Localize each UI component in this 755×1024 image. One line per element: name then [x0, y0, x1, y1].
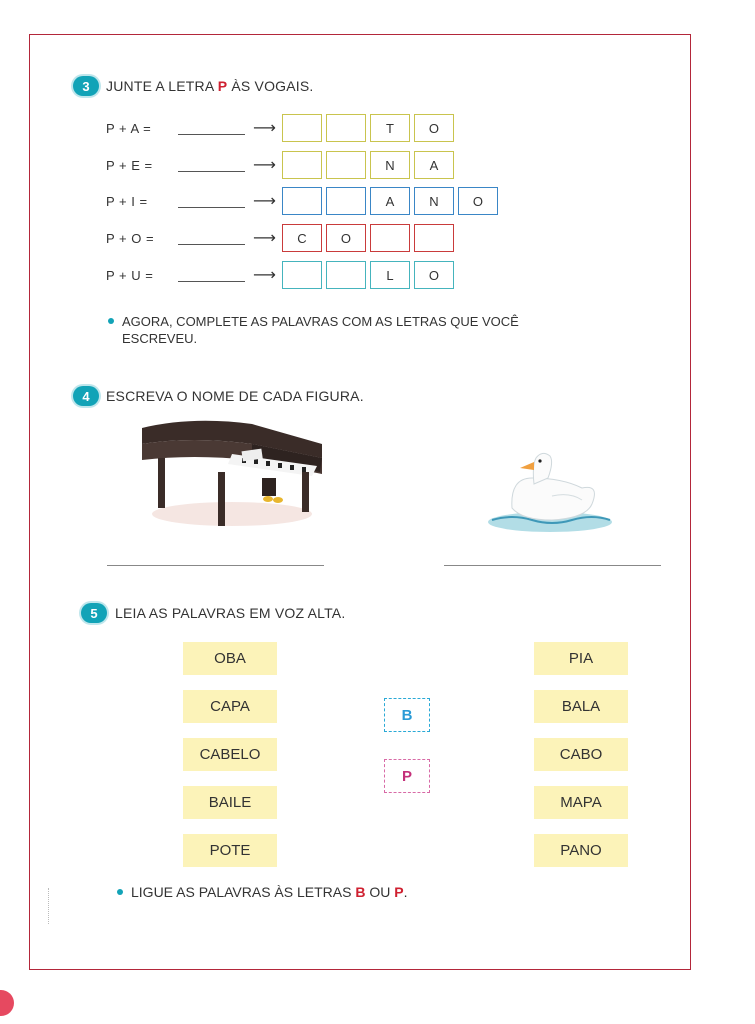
left-word-box[interactable]: CABELO — [183, 738, 277, 771]
left-word-box[interactable]: BAILE — [183, 786, 277, 819]
q3-bullet-instruction — [108, 313, 519, 347]
empty-letter-box[interactable] — [326, 114, 366, 142]
letter-p-box[interactable]: P — [384, 759, 430, 793]
q3-instruction-post: ÀS VOGAIS. — [227, 78, 314, 94]
syllable-label: P + O = — [106, 230, 155, 246]
syllable-row — [106, 186, 502, 216]
page-corner-marker — [0, 990, 14, 1016]
arrow-right-icon: ⟶ — [253, 120, 276, 137]
q5-bullet-post: . — [403, 884, 408, 900]
question-5-number: 5 — [81, 603, 107, 623]
arrow-right-icon: ⟶ — [253, 193, 276, 210]
syllable-row — [106, 113, 458, 143]
answer-line-piano[interactable] — [107, 565, 324, 566]
q3-instruction-letter: P — [217, 78, 228, 94]
syllable-row — [106, 150, 458, 180]
empty-letter-box[interactable] — [282, 114, 322, 142]
letter-box: N — [414, 187, 454, 215]
syllable-answer-line[interactable] — [178, 281, 245, 282]
question-3-instruction — [106, 78, 314, 94]
q5-bullet-b: B — [355, 884, 366, 900]
syllable-row — [106, 260, 458, 290]
question-4-instruction: ESCREVA O NOME DE CADA FIGURA. — [106, 388, 364, 404]
letter-box: O — [414, 114, 454, 142]
right-word-box[interactable]: PIA — [534, 642, 628, 675]
right-word-box[interactable]: MAPA — [534, 786, 628, 819]
q3-bullet-line2: ESCREVEU. — [122, 331, 198, 346]
syllable-label: P + E = — [106, 157, 153, 173]
arrow-right-icon: ⟶ — [253, 157, 276, 174]
bullet-icon — [117, 889, 123, 895]
left-word-box[interactable]: OBA — [183, 642, 277, 675]
letter-box: T — [370, 114, 410, 142]
letter-box: A — [414, 151, 454, 179]
syllable-answer-line[interactable] — [178, 171, 245, 172]
gutter-mark — [48, 888, 50, 924]
syllable-answer-line[interactable] — [178, 244, 245, 245]
right-word-box[interactable]: CABO — [534, 738, 628, 771]
piano-illustration — [132, 414, 332, 534]
empty-letter-box[interactable] — [326, 151, 366, 179]
syllable-answer-line[interactable] — [178, 207, 245, 208]
q3-bullet-line1: AGORA, COMPLETE AS PALAVRAS COM AS LETRAS QUE VOCÊ — [122, 314, 519, 329]
syllable-row — [106, 223, 458, 253]
left-word-box[interactable]: CAPA — [183, 690, 277, 723]
arrow-right-icon: ⟶ — [253, 230, 276, 247]
empty-letter-box[interactable] — [414, 224, 454, 252]
empty-letter-box[interactable] — [326, 261, 366, 289]
syllable-label: P + A = — [106, 120, 152, 136]
question-4-number: 4 — [73, 386, 99, 406]
empty-letter-box[interactable] — [326, 187, 366, 215]
q5-bullet-mid: OU — [365, 884, 395, 900]
right-word-box[interactable]: PANO — [534, 834, 628, 867]
bullet-icon — [108, 318, 114, 324]
syllable-label: P + I = — [106, 193, 148, 209]
syllable-label: P + U = — [106, 267, 154, 283]
duck-illustration — [482, 448, 617, 538]
letter-box: O — [414, 261, 454, 289]
letter-box: L — [370, 261, 410, 289]
question-5-instruction: LEIA AS PALAVRAS EM VOZ ALTA. — [115, 605, 346, 621]
arrow-right-icon: ⟶ — [253, 267, 276, 284]
q5-bullet-pre: LIGUE AS PALAVRAS ÀS LETRAS — [131, 884, 356, 900]
question-3-number: 3 — [73, 76, 99, 96]
syllable-answer-line[interactable] — [178, 134, 245, 135]
q5-bullet-p: P — [394, 884, 404, 900]
empty-letter-box[interactable] — [282, 187, 322, 215]
right-word-box[interactable]: BALA — [534, 690, 628, 723]
letter-b-box[interactable]: B — [384, 698, 430, 732]
empty-letter-box[interactable] — [282, 151, 322, 179]
letter-box: A — [370, 187, 410, 215]
letter-box: O — [458, 187, 498, 215]
letter-box: O — [326, 224, 366, 252]
empty-letter-box[interactable] — [370, 224, 410, 252]
letter-box: C — [282, 224, 322, 252]
q5-bullet-instruction — [117, 884, 408, 901]
empty-letter-box[interactable] — [282, 261, 322, 289]
letter-box: N — [370, 151, 410, 179]
left-word-box[interactable]: POTE — [183, 834, 277, 867]
answer-line-duck[interactable] — [444, 565, 661, 566]
q3-instruction-pre: JUNTE A LETRA — [106, 78, 218, 94]
